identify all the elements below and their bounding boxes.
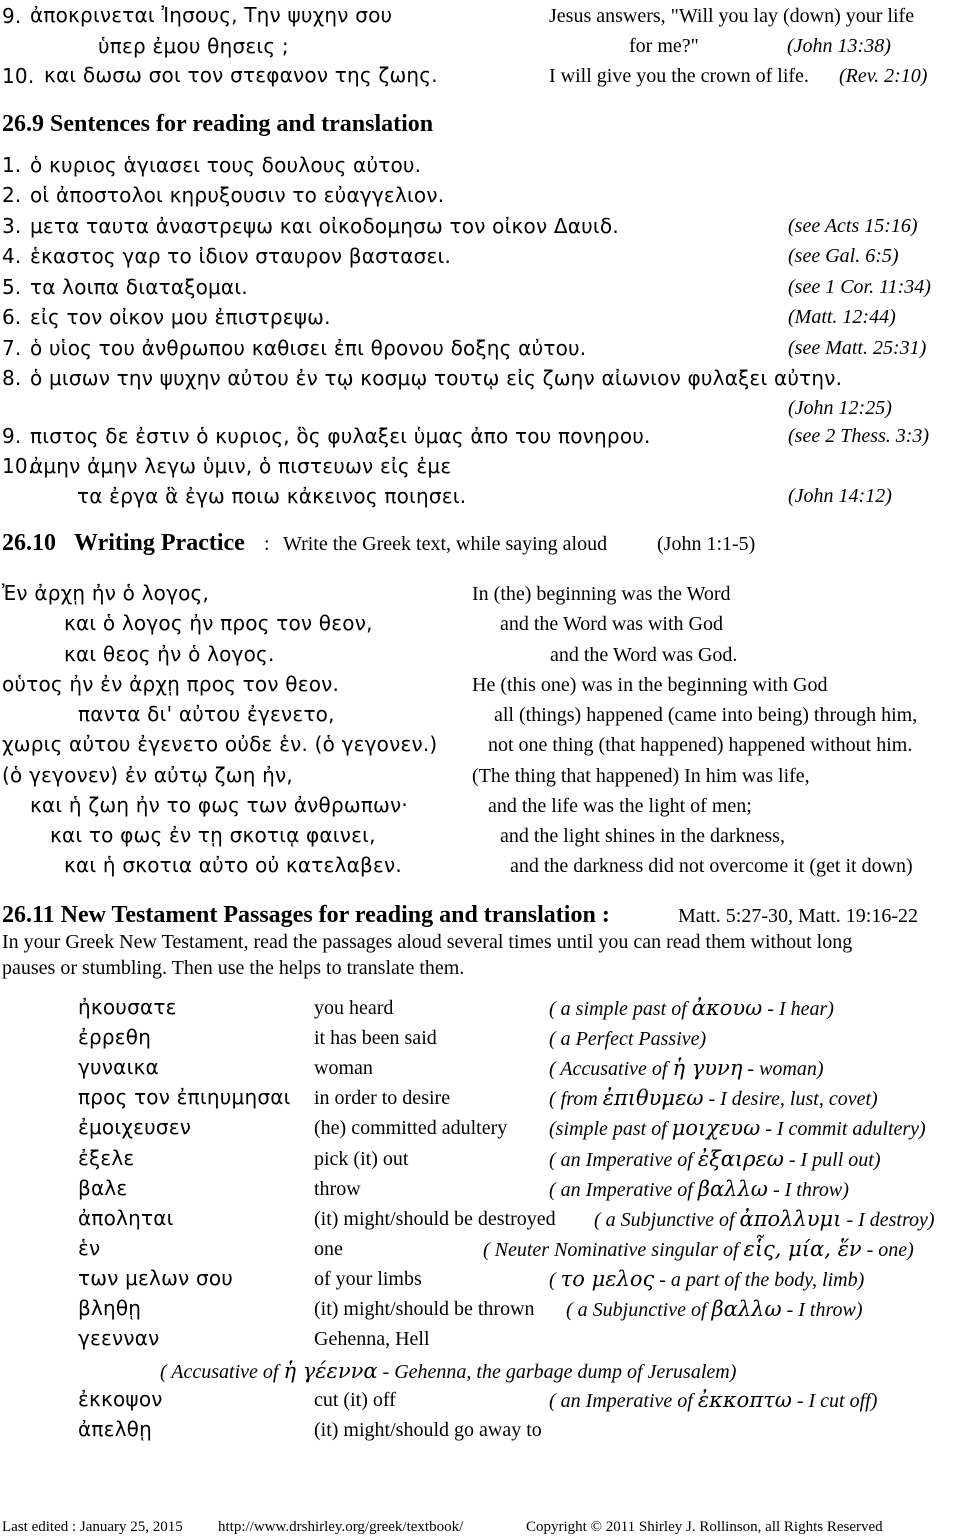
item-number: 10. [2, 64, 35, 88]
note-greek: το μελος [560, 1267, 655, 1291]
note-text: - one) [861, 1239, 914, 1261]
note-text: ( [549, 1269, 561, 1291]
section-number: 26.10 [2, 530, 56, 556]
greek-line: και το φως ἐν τῃ σκοτιᾳ φαινει, [50, 823, 376, 847]
note-text: ( an Imperative of [549, 1390, 698, 1412]
note-greek: βαλλω [711, 1297, 782, 1321]
vocab-english: woman [314, 1057, 373, 1079]
vocab-note [549, 1269, 864, 1290]
note-text: ( an Imperative of [549, 1179, 698, 1201]
english-line: and the Word was God. [550, 644, 738, 666]
vocab-greek: βαλε [78, 1176, 128, 1200]
english-line: In (the) beginning was the Word [472, 583, 731, 605]
item-number: 10. [2, 454, 35, 478]
vocab-greek: των μελων σου [78, 1266, 234, 1290]
intro-text: pauses or stumbling. Then use the helps to translate them. [2, 957, 465, 979]
greek-sentence: τα ἐργα ἃ ἐγω ποιω κἀκεινος ποιησει. [77, 484, 467, 508]
vocab-greek: γυναικα [78, 1055, 159, 1079]
item-number: 3. [2, 214, 22, 238]
english-text: for me?" [629, 35, 699, 57]
vocab-greek: γεενναν [78, 1326, 160, 1350]
section-heading: 26.9 Sentences for reading and translation [2, 111, 434, 137]
reference: (see Gal. 6:5) [788, 245, 899, 267]
item-number: 2. [2, 183, 22, 207]
vocab-english: (he) committed adultery [314, 1117, 508, 1139]
english-line: not one thing (that happened) happened without him. [488, 734, 913, 756]
vocab-english: cut (it) off [314, 1389, 396, 1411]
vocab-english: you heard [314, 997, 394, 1019]
english-line: and the darkness did not overcome it (get it down) [510, 855, 913, 877]
vocab-greek: ἠκουσατε [78, 995, 177, 1019]
greek-sentence: ὁ υἱος του ἀνθρωπου καθισει ἐπι θρονου δοξης αὐτου. [30, 336, 587, 360]
greek-text: ἀποκρινεται Ἰησους, Την ψυχην σου [30, 3, 393, 27]
greek-line: και ἡ σκοτια αὐτο οὐ κατελαβεν. [64, 853, 402, 877]
note-text: - I pull out) [783, 1149, 881, 1171]
note-text: ( Accusative of [549, 1058, 673, 1080]
note-greek: εἷς, μία, ἕν [743, 1237, 862, 1261]
reference: (see Matt. 25:31) [788, 337, 927, 359]
note-greek: ἀπολλυμι [739, 1207, 842, 1231]
vocab-note [549, 1118, 926, 1139]
greek-text: και δωσω σοι τον στεφανον της ζωης. [44, 63, 438, 87]
english-line: He (this one) was in the beginning with God [472, 674, 828, 696]
note-text: ( a Perfect Passive) [549, 1028, 707, 1050]
vocab-greek: ἑν [78, 1236, 101, 1260]
note-text: ( an Imperative of [549, 1149, 698, 1171]
vocab-note [549, 1058, 824, 1079]
note-greek: μοιχευω [671, 1116, 761, 1140]
item-number: 5. [2, 275, 22, 299]
vocab-note [549, 1088, 878, 1109]
note-text: ( Neuter Nominative singular of [483, 1239, 744, 1261]
vocab-greek: βληθῃ [78, 1296, 142, 1320]
note-text: ( a simple past of [549, 998, 692, 1020]
greek-sentence: ὁ μισων την ψυχην αὐτου ἐν τῳ κοσμῳ τουτῳ εἰς ζωην αἰωνιον φυλαξει αὐτην. [30, 366, 843, 390]
item-number: 7. [2, 336, 22, 360]
vocab-english: throw [314, 1178, 361, 1200]
intro-text: In your Greek New Testament, read the passages aloud several times until you can read them without long [2, 931, 853, 953]
english-text: I will give you the crown of life. [549, 65, 809, 87]
greek-sentence: εἰς τον οἰκον μου ἐπιστρεψω. [30, 305, 331, 329]
note-text: - I throw) [767, 1179, 849, 1201]
section-heading: 26.11 New Testament Passages for reading and translation : [2, 902, 610, 928]
reference: (see 2 Thess. 3:3) [788, 425, 930, 447]
gehenna-note: ( Accusative of ἡ γέεννα - Gehenna, the garbage dump of Jerusalem) [160, 1359, 737, 1383]
item-number: 1. [2, 153, 22, 177]
vocab-greek: ἀπελθῃ [78, 1417, 152, 1441]
greek-sentence: τα λοιπα διαταξομαι. [30, 275, 248, 299]
last-edited: Last edited : January 25, 2015 [2, 1519, 183, 1535]
item-number: 9. [2, 4, 22, 28]
vocab-note [549, 998, 834, 1019]
note-text: - a part of the body, limb) [654, 1269, 865, 1291]
vocab-greek: ἐμοιχευσεν [78, 1115, 192, 1139]
vocab-english: it has been said [314, 1027, 437, 1049]
item-number: 8. [2, 366, 22, 390]
note-greek: ἐξαιρεω [697, 1147, 784, 1171]
vocab-greek: προς τον ἐπιηυμησαι [78, 1085, 291, 1109]
note-text: - I commit adultery) [760, 1118, 926, 1140]
reference: (Rev. 2:10) [839, 65, 928, 87]
source-url: http://www.drshirley.org/greek/textbook/ [218, 1519, 464, 1535]
greek-sentence: ἀμην ἀμην λεγω ὑμιν, ὁ πιστευων εἰς ἐμε [30, 454, 452, 478]
reference: (John 12:25) [788, 397, 892, 419]
reference: (Matt. 12:44) [788, 306, 896, 328]
item-number: 4. [2, 244, 22, 268]
reference: (John 1:1-5) [657, 533, 756, 555]
vocab-english: pick (it) out [314, 1148, 409, 1170]
english-line: and the light shines in the darkness, [500, 825, 785, 847]
heading-colon: : [264, 533, 270, 555]
reference: (see 1 Cor. 11:34) [788, 276, 931, 298]
vocab-english: in order to desire [314, 1087, 451, 1109]
vocab-note [483, 1239, 914, 1260]
copyright: Copyright © 2011 Shirley J. Rollinson, all Rights Reserved [526, 1519, 883, 1535]
vocab-english: (it) might/should go away to [314, 1419, 542, 1441]
section-title: Writing Practice [74, 530, 245, 556]
greek-line: παντα δι' αὐτου ἐγενετο, [78, 702, 335, 726]
greek-text: ὑπερ ἐμου θησεις ; [98, 34, 289, 58]
greek-sentence: οἱ ἀποστολοι κηρυξουσιν το εὐαγγελιον. [30, 183, 445, 207]
greek-sentence: πιστος δε ἐστιν ὁ κυριος, ὃς φυλαξει ὑμας ἀπο του πονηρου. [30, 424, 651, 448]
note-greek: ἐπιθυμεω [602, 1086, 704, 1110]
greek-line: χωρις αὐτου ἐγενετο οὐδε ἑν. (ὁ γεγονεν.) [2, 732, 438, 756]
vocab-english: (it) might/should be thrown [314, 1298, 535, 1320]
note-text: - I desire, lust, covet) [703, 1088, 878, 1110]
reference: (see Acts 15:16) [788, 215, 918, 237]
vocab-note [594, 1209, 935, 1230]
english-line: and the life was the light of men; [488, 795, 752, 817]
note-greek: ἀκουω [691, 996, 763, 1020]
note-text: - I destroy) [841, 1209, 935, 1231]
note-text: ( a Subjunctive of [566, 1299, 712, 1321]
item-number: 9. [2, 424, 22, 448]
greek-sentence: μετα ταυτα ἀναστρεψω και οἰκοδομησω τον οἰκον Δαυιδ. [30, 214, 619, 238]
note-text: (simple past of [549, 1118, 672, 1140]
greek-line: και θεος ἠν ὁ λογος. [64, 642, 275, 666]
note-text: - I throw) [781, 1299, 863, 1321]
note-text: - woman) [742, 1058, 824, 1080]
vocab-note [549, 1179, 849, 1200]
greek-line: και ὁ λογος ἠν προς τον θεον, [64, 611, 373, 635]
english-line: all (things) happened (came into being) through him, [494, 704, 918, 726]
greek-line: οὑτος ἠν ἐν ἀρχῃ προς τον θεον. [2, 672, 340, 696]
vocab-greek: ἐξελε [78, 1146, 135, 1170]
note-greek: ἐκκοπτω [697, 1388, 792, 1412]
note-text: ( from [549, 1088, 603, 1110]
english-text: Jesus answers, "Will you lay (down) your life [549, 5, 915, 27]
item-number: 6. [2, 305, 22, 329]
section-instruction: Write the Greek text, while saying aloud [283, 533, 608, 555]
greek-line: και ἡ ζωη ἠν το φως των ἀνθρωπων· [30, 793, 408, 817]
vocab-english: (it) might/should be destroyed [314, 1208, 556, 1230]
note-greek: ἡ γυνη [672, 1056, 743, 1080]
note-text: - I cut off) [791, 1390, 878, 1412]
reference: (John 14:12) [788, 485, 892, 507]
greek-line: (ὁ γεγονεν) ἐν αὐτῳ ζωη ἠν, [2, 763, 293, 787]
vocab-note [549, 1149, 881, 1170]
vocab-greek: ἐκκοψον [78, 1387, 163, 1411]
passage-references: Matt. 5:27-30, Matt. 19:16-22 [678, 905, 918, 927]
reference: (John 13:38) [787, 35, 891, 57]
english-line: and the Word was with God [500, 613, 723, 635]
vocab-english: of your limbs [314, 1268, 422, 1290]
vocab-english: one [314, 1238, 343, 1260]
vocab-greek: ἐρρεθη [78, 1025, 152, 1049]
note-greek: βαλλω [697, 1177, 768, 1201]
english-line: (The thing that happened) In him was life, [472, 765, 810, 787]
vocab-greek: ἀποληται [78, 1206, 174, 1230]
vocab-note [549, 1028, 706, 1049]
note-text: - I hear) [762, 998, 834, 1020]
greek-sentence: ἑκαστος γαρ το ἰδιον σταυρον βαστασει. [30, 244, 452, 268]
vocab-note [549, 1390, 877, 1411]
greek-line: Ἐν ἀρχῃ ἠν ὁ λογος, [2, 581, 210, 605]
note-text: ( a Subjunctive of [594, 1209, 740, 1231]
greek-sentence: ὁ κυριος ἁγιασει τους δουλους αὐτου. [30, 153, 422, 177]
vocab-note [566, 1299, 863, 1320]
vocab-english: Gehenna, Hell [314, 1328, 430, 1350]
